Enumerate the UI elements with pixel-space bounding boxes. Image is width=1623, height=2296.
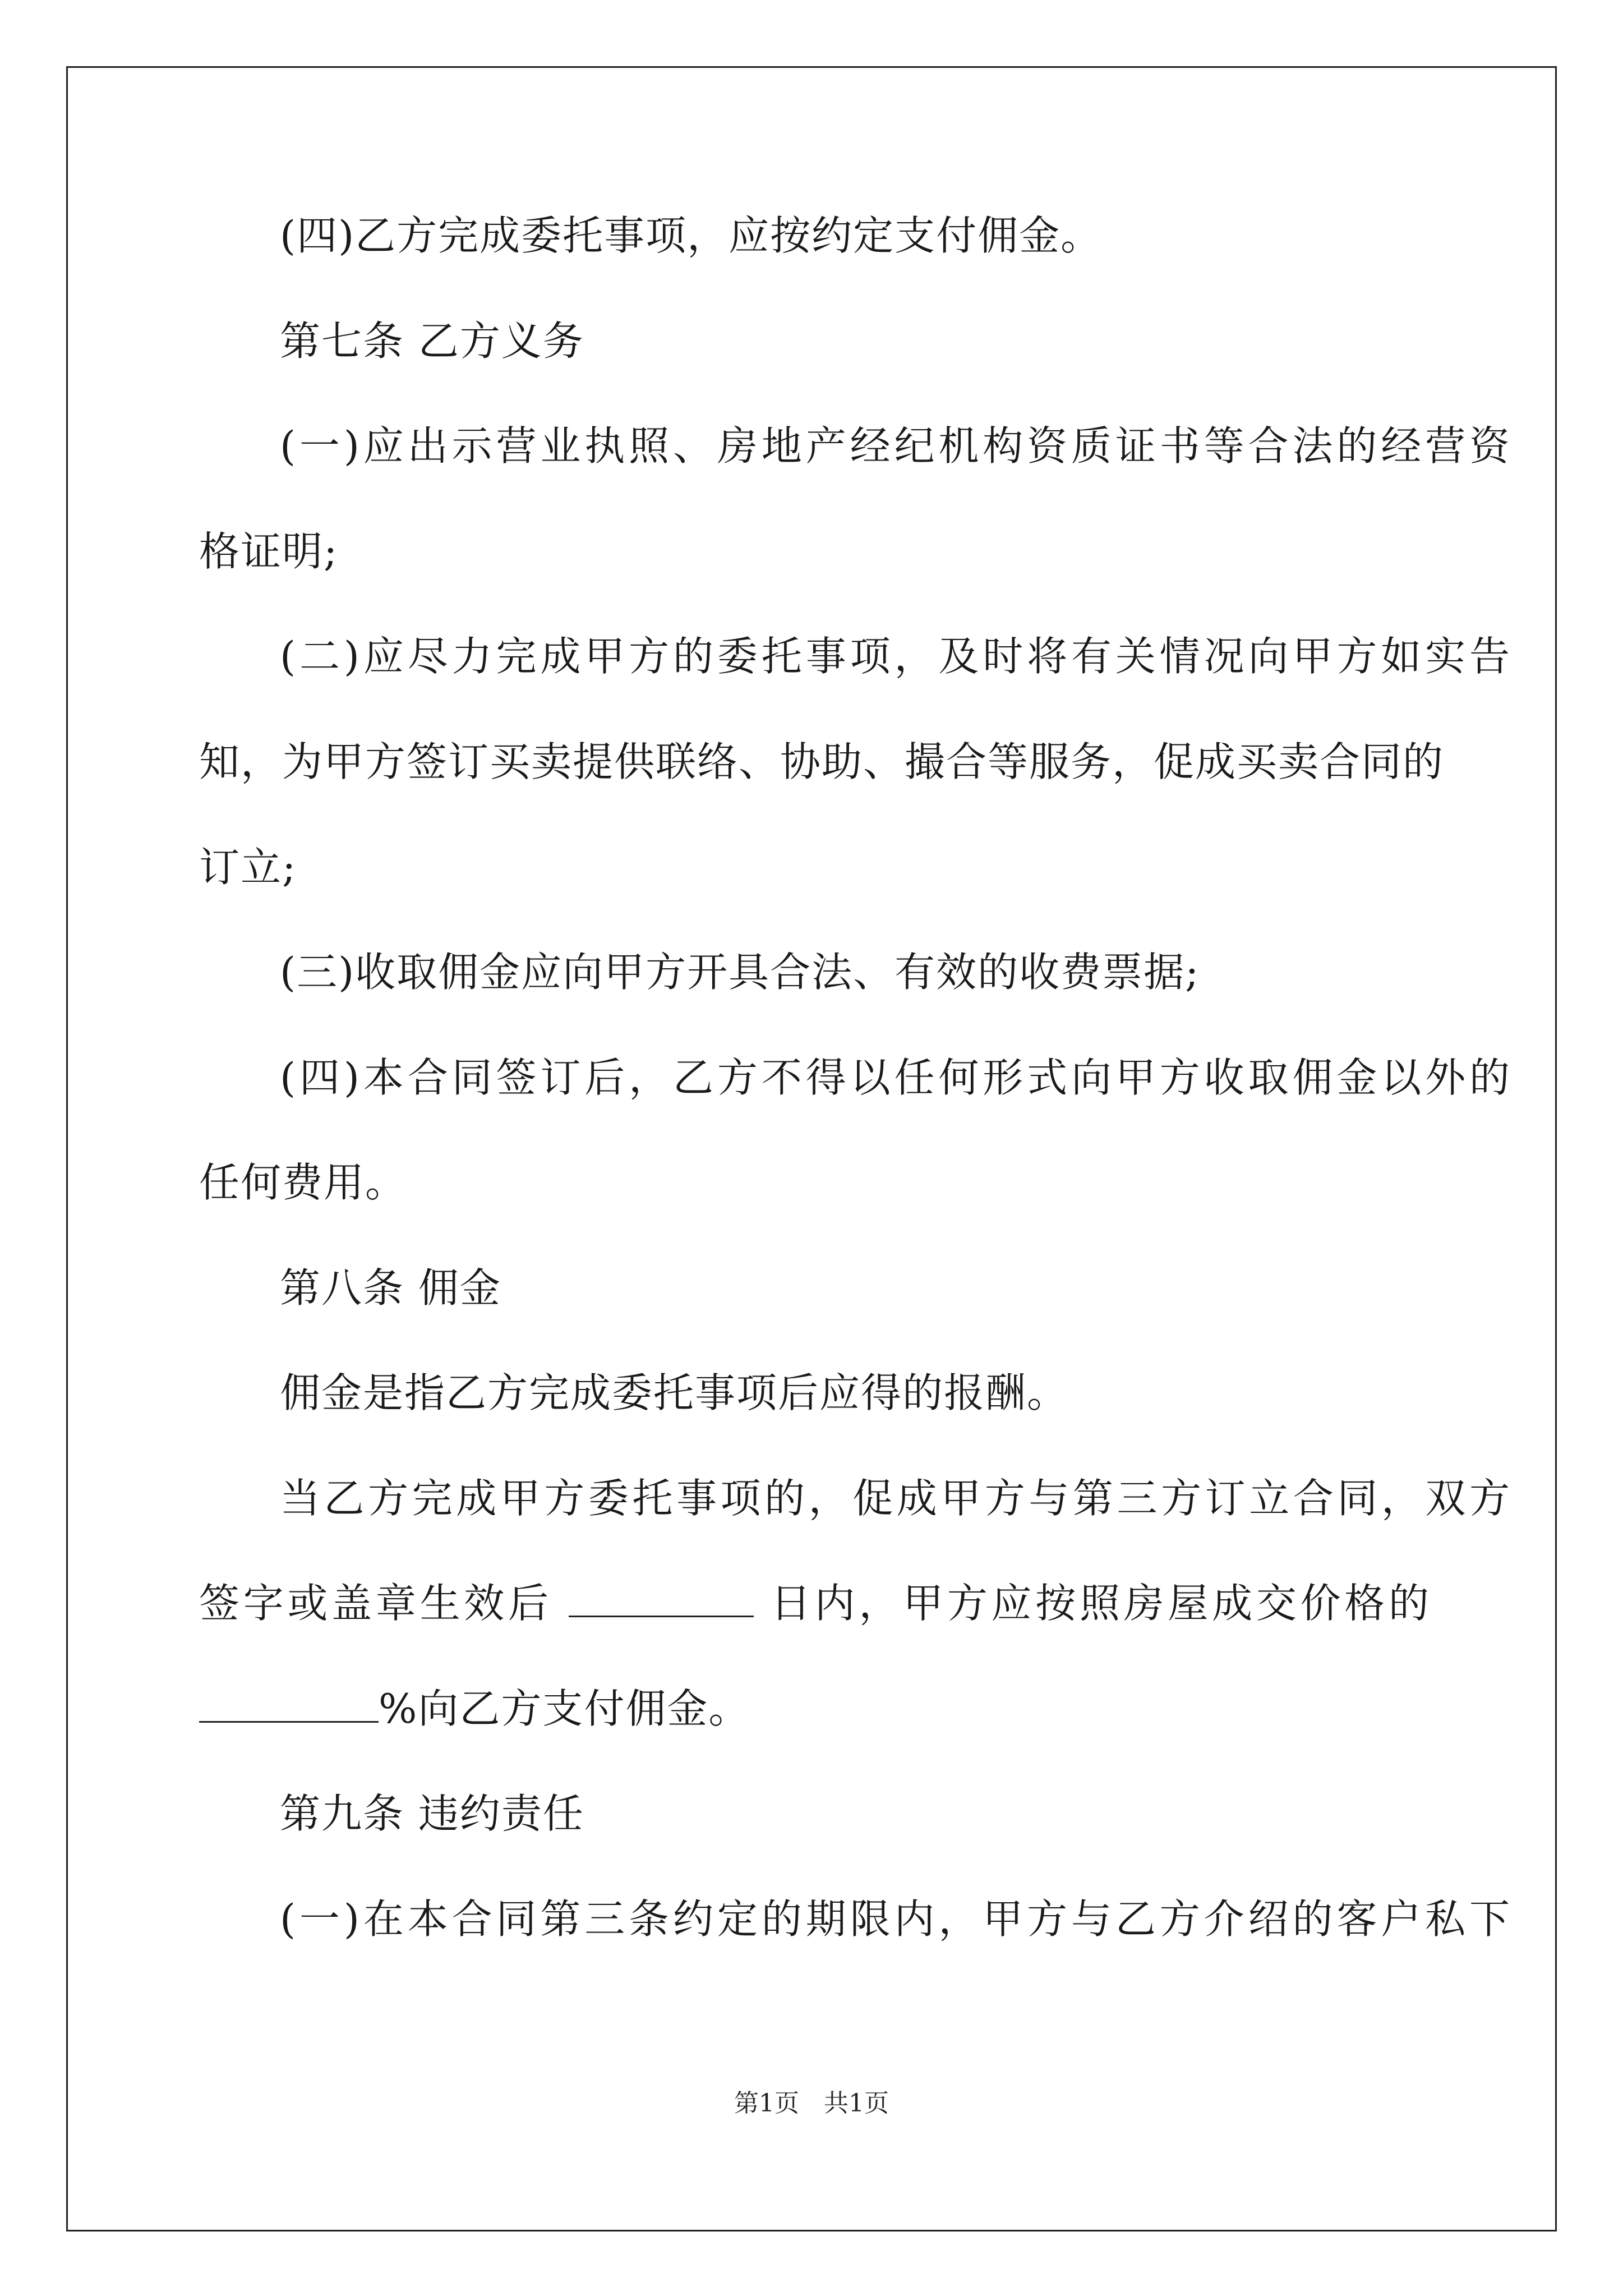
paragraph-line: (二)应尽力完成甲方的委托事项，及时将有关情况向甲方如实告: [280, 633, 1511, 680]
page-footer: 第1页 共1页: [734, 2089, 889, 2118]
paragraph-line: 佣金是指乙方完成委托事项后应得的报酬。: [280, 1369, 1069, 1416]
paragraph-line: 当乙方完成甲方委托事项的，促成甲方与第三方订立合同，双方: [280, 1475, 1511, 1522]
line-text-after-blank: %向乙方支付佣金。: [379, 1685, 750, 1732]
section-heading: 第九条 违约责任: [280, 1790, 584, 1837]
paragraph-line: (一)应出示营业执照、房地产经纪机构资质证书等合法的经营资: [280, 422, 1511, 470]
section-heading: 第七条 乙方义务: [280, 318, 584, 365]
paragraph-line: (一)在本合同第三条约定的期限内，甲方与乙方介绍的客户私下: [280, 1895, 1511, 1943]
paragraph-line: (四)本合同签订后，乙方不得以任何形式向甲方收取佣金以外的: [280, 1054, 1511, 1101]
section-heading: 第八条 佣金: [280, 1264, 501, 1312]
paragraph-line: 格证明;: [199, 528, 339, 575]
paragraph-line-with-blank: [199, 1681, 1430, 1737]
line-text-after-blank: 日内，甲方应按照房屋成交价格的: [770, 1580, 1430, 1627]
paragraph-line: 订立;: [199, 844, 297, 891]
fill-in-blank: [569, 1582, 754, 1617]
paragraph-line: 任何费用。: [199, 1159, 407, 1206]
paragraph-line: 知，为甲方签订买卖提供联络、协助、撮合等服务，促成买卖合同的: [199, 738, 1445, 785]
paragraph-line-with-blank: [199, 1575, 1430, 1631]
paragraph-line: (三)收取佣金应向甲方开具合法、有效的收费票据;: [280, 949, 1200, 996]
fill-in-blank: [199, 1687, 379, 1723]
line-text-before-blank: 签字或盖章生效后: [199, 1580, 552, 1627]
paragraph-line: (四)乙方完成委托事项，应按约定支付佣金。: [280, 212, 1103, 259]
